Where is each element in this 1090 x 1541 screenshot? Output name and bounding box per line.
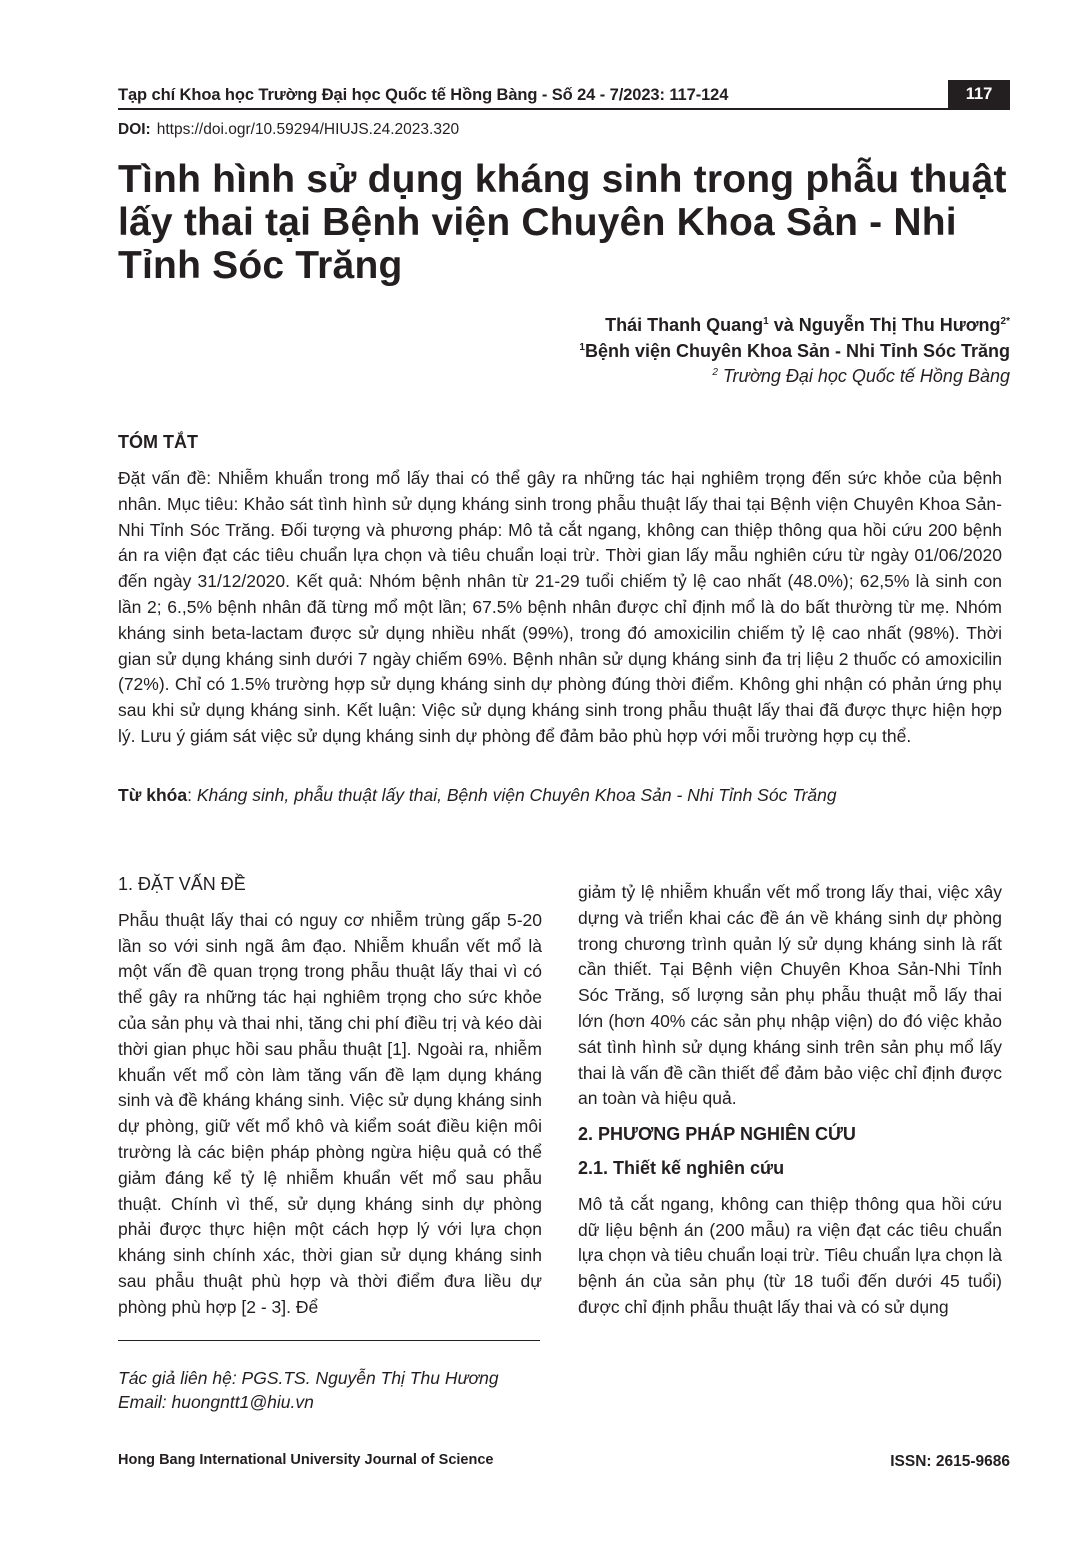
page-header [118,80,1010,110]
left-column [118,872,542,1321]
section-1-text-right: giảm tỷ lệ nhiễm khuẩn vết mổ trong lấy thai, việc xây dựng và triển khai các đề án về kháng sinh dự phòng trong chương trình quản lý sử dụng kháng sinh là rất cần thiết. Tại Bệnh viện Chuyên Khoa Sản-Nhi Tỉnh Sóc Trăng, số lượng sản phụ phẫu thuật mỗ lấy thai lớn (hơn 40% các sản phụ nhập viện) do đó việc khảo sát tình hình sử dụng kháng sinh trên sản phụ mổ lấy thai là vấn đề cần thiết để đảm bảo việc chỉ định được an toàn và hiệu quả. [578,882,1002,1109]
section-2-1-text: Mô tả cắt ngang, không can thiệp thông qua hồi cứu dữ liệu bệnh án (200 mẫu) ra viện đạt các tiêu chuẩn lựa chọn và tiêu chuẩn loại trừ. Tiêu chuẩn lựa chọn là bệnh án của sản phụ (từ 18 tuổi đến dưới 45 tuổi) được chỉ định phẫu thuật lấy thai và có sử dụng [578,1193,1002,1317]
keywords-label: Từ khóa [118,785,188,805]
affiliation-1-sup: 1 [579,342,585,353]
affiliation-2 [579,364,1010,388]
affiliation-1-text: Bệnh viện Chuyên Khoa Sản - Nhi Tỉnh Sóc Trăng [584,341,1010,361]
author-names [579,312,1010,338]
corresponding-author [118,1366,499,1414]
doi-line [118,121,459,139]
section-2-1-heading: 2.1. Thiết kế nghiên cứu [578,1157,785,1178]
right-column [578,880,1002,1321]
author-connector: và [768,315,799,335]
section-1-text-left: Phẫu thuật lấy thai có nguy cơ nhiễm trùng gấp 5-20 lần so với sinh ngã âm đạo. Nhiễm khuẩn vết mổ là một vấn đề quan trọng trong phẫu thuật lấy thai vì có thể gây ra những tác hại nghiêm trọng cho sức khỏe của sản phụ và thai nhi, tăng chi phí điều trị và kéo dài thời gian phục hồi sau phẫu thuật [1]. Ngoài ra, nhiễm khuẩn vết mổ còn làm tăng vấn đề lạm dụng kháng sinh và đề kháng kháng sinh. Việc sử dụng kháng sinh dự phòng, giữ vết mổ khô và kiểm soát điều kiện môi trường là các biện pháp phòng ngừa hiệu quả có thể giảm đáng kể tỷ lệ nhiễm khuẩn vết mổ sau phẫu thuật. Chính vì thế, sử dụng kháng sinh dự phòng phải được thực hiện một cách hợp lý với lựa chọn kháng sinh chính xác, thời gian sử dụng kháng sinh sau phẫu thuật phù hợp và thời điểm đưa liều dự phòng phù hợp [2 - 3]. Để [118,909,542,1317]
author-2: Nguyễn Thị Thu Hương [798,315,1001,335]
doi-link[interactable]: https://doi.ogr/10.59294/HIUJS.24.2023.320 [156,121,460,138]
section-1-heading: 1. ĐẶT VẤN ĐỀ [118,874,246,894]
affiliation-2-text: Trường Đại học Quốc tế Hồng Bàng [717,366,1010,386]
author-block [579,312,1010,388]
contact-email[interactable]: Email: huongntt1@hiu.vn [118,1392,314,1412]
page-number: 117 [948,80,1010,108]
footnote-rule [118,1340,540,1341]
doi-label: DOI: [118,121,151,138]
author-2-sup: 2* [1000,316,1010,327]
keywords-text: Kháng sinh, phẫu thuật lấy thai, Bệnh viện Chuyên Khoa Sản - Nhi Tỉnh Sóc Trăng [196,785,837,805]
affiliation-1 [579,338,1010,364]
author-1: Thái Thanh Quang [605,315,764,335]
author-1-sup: 1 [763,316,769,327]
abstract-text: Đặt vấn đề: Nhiễm khuẩn trong mổ lấy thai có thể gây ra những tác hại nghiêm trọng đến sức khỏe của bệnh nhân. Mục tiêu: Khảo sát tình hình sử dụng kháng sinh trong phẫu thuật lấy thai tại Bệnh viện Chuyên Khoa Sản-Nhi Tỉnh Sóc Trăng. Đối tượng và phương pháp: Mô tả cắt ngang, không can thiệp thông qua hồi cứu 200 bệnh án ra viện đạt các tiêu chuẩn lựa chọn và tiêu chuẩn loại trừ. Thời gian lấy mẫu nghiên cứu từ ngày 01/06/2020 đến ngày 31/12/2020. Kết quả: Nhóm bệnh nhân từ 21-29 tuổi chiếm tỷ lệ cao nhất (48.0%); 62,5% là sinh con lần 2; 6.,5% bệnh nhân đã từng mổ một lần; 67.5% bệnh nhân được chỉ định mổ là do bất thường từ mẹ. Nhóm kháng sinh beta-lactam được sử dụng nhiều nhất (99%), trong đó amoxicilin chiếm tỷ lệ cao nhất (98%). Thời gian sử dụng kháng sinh dưới 7 ngày chiếm 69%. Bệnh nhân sử dụng kháng sinh đa trị liệu 2 thuốc có amoxicilin (72%). Chỉ có 1.5% trường hợp sử dụng kháng sinh dự phòng đúng thời điểm. Không ghi nhận có phản ứng phụ sau khi sử dụng kháng sinh. Kết luận: Việc sử dụng kháng sinh trong phẫu thuật lấy thai đã được thực hiện hợp lý. Lưu ý giám sát việc sử dụng kháng sinh dự phòng để đảm bảo phù hợp với mỗi trường hợp cụ thể. [118,468,1002,746]
section-2-heading: 2. PHƯƠNG PHÁP NGHIÊN CỨU [578,1124,856,1145]
footer-issn: ISSN: 2615-9686 [890,1453,1010,1470]
journal-citation: Tạp chí Khoa học Trường Đại học Quốc tế Hồng Bàng - Số 24 - 7/2023: 117-124 [118,86,729,104]
keywords-sep: : [187,785,197,805]
abstract-heading: TÓM TẮT [118,432,198,452]
footer-journal-name: Hong Bang International University Journal of Science [118,1452,494,1468]
article-title: Tình hình sử dụng kháng sinh trong phẫu thuật lấy thai tại Bệnh viện Chuyên Khoa Sản - Nhi Tỉnh Sóc Trăng [118,158,1007,287]
contact-author: Tác giả liên hệ: PGS.TS. Nguyễn Thị Thu Hương [118,1368,499,1388]
affiliation-2-sup: 2 [712,367,718,378]
keywords-line [118,785,1002,806]
header-rule [118,108,1010,110]
